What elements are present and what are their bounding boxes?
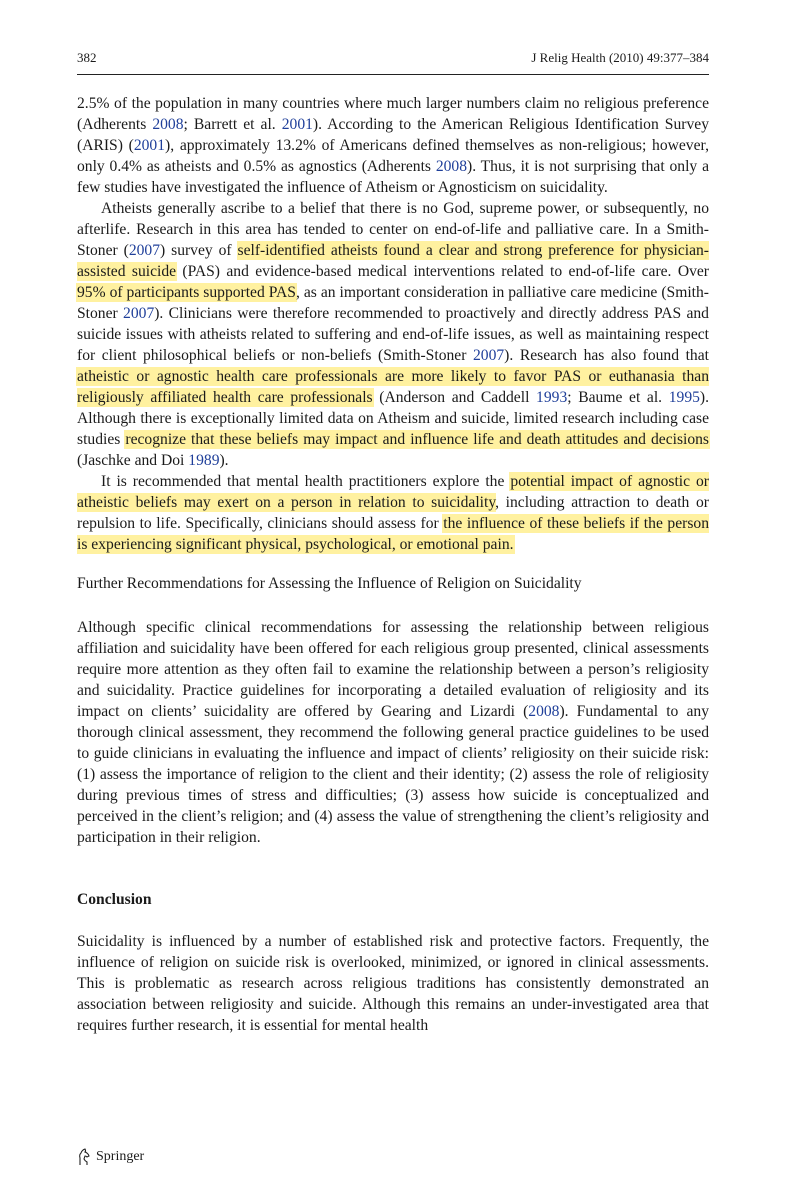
publisher-footer xyxy=(77,1146,144,1168)
text-run: Atheists generally ascribe to a belief that there is no God, supreme power, or subsequently, no afterlife. Research in this area has tended to center on end-of-life and palliative care. In a Smith-Stoner ( xyxy=(77,200,709,259)
header-rule xyxy=(77,74,709,75)
text-run: Suicidality is influenced by a number of established risk and protective factors. Frequently, the influence of religion on suicide risk is overlooked, minimized, or ignored in clinical assessments. This is problematic as research across religious traditions has consistently demonstrated an association between religiosity and suicide. Although this remains an under-investigated area that requires further research, it is essential for mental health xyxy=(77,933,709,1034)
paragraph-4 xyxy=(77,617,709,848)
running-header xyxy=(77,50,709,66)
text-run: ). Research has also found that xyxy=(504,347,709,364)
text-run: 2.5% of the population in many countries where much larger numbers claim no religious preference (Adherents xyxy=(77,95,709,133)
text-run: ), approximately 13.2% of Americans defined themselves as non-religious; however, only 0.4% as atheists and 0.5% as agnostics (Adherents xyxy=(77,137,709,175)
journal-citation: J Relig Health (2010) 49:377–384 xyxy=(531,50,709,65)
citation-link[interactable]: 2008 xyxy=(435,158,467,175)
paragraph-5 xyxy=(77,931,709,1036)
text-run: (PAS) and evidence-based medical interventions related to end-of-life care. Over xyxy=(176,263,710,280)
paragraph-1 xyxy=(77,93,709,198)
highlighted-text: atheistic or agnostic health care professionals are more likely to favor PAS or euthanasia than religiously affiliated health care professionals xyxy=(77,368,709,406)
citation-link[interactable]: 2007 xyxy=(472,347,505,364)
citation-link[interactable]: 1995 xyxy=(668,389,700,406)
text-run: ) survey of xyxy=(160,242,238,259)
section-heading: Further Recommendations for Assessing the Influence of Religion on Suicidality xyxy=(77,575,582,592)
highlighted-text: 95% of participants supported PAS xyxy=(77,284,296,301)
page-number: 382 xyxy=(77,50,97,65)
citation-link[interactable]: 1989 xyxy=(188,452,220,469)
springer-horse-icon xyxy=(77,1148,91,1166)
citation-link[interactable]: 2001 xyxy=(281,116,313,133)
text-run: ; Barrett et al. xyxy=(183,116,282,133)
citation-link[interactable]: 2007 xyxy=(128,242,161,259)
citation-link[interactable]: 2001 xyxy=(133,137,166,154)
text-run: ). Clinicians were therefore recommended to proactively and directly address PAS and suicide issues with atheists related to suffering and end-of-life issues, as well as maintaining respect for client philosophical beliefs or non-beliefs (Smith-Stoner xyxy=(77,305,709,364)
paragraph-3 xyxy=(77,471,709,555)
highlighted-text: recognize that these beliefs may impact and influence life and death attitudes and decisions xyxy=(125,431,710,448)
conclusion-heading: Conclusion xyxy=(77,891,152,908)
citation-link[interactable]: 1993 xyxy=(536,389,568,406)
highlighted-text: the influence of these beliefs if the person is experiencing significant physical, psychological, or emotional pain. xyxy=(77,515,709,553)
citation-link[interactable]: 2008 xyxy=(152,116,184,133)
citation-link[interactable]: 2008 xyxy=(528,703,560,720)
text-run: (Jaschke and Doi xyxy=(77,452,189,469)
text-run: ). Fundamental to any thorough clinical assessment, they recommend the following general practice guidelines to be used to guide clinicians in evaluating the influence and impact of clients’ religiosity on their suicide risk: (1) assess the importance of religion to the client and their identity; (2) assess the role of religiosity during previous times of stress and difficulties; (3) assess how suicide is conceptualized and perceived in the client’s religion; and (4) assess the value of strengthening the client’s religiosity and participation in their religion. xyxy=(77,703,709,846)
highlighted-text: self-identified atheists found a clear and strong preference for physician-assisted suicide xyxy=(77,242,709,280)
text-run: ). xyxy=(219,452,229,469)
body-text xyxy=(77,93,709,1036)
text-run: ). Thus, it is not surprising that only a few studies have investigated the influence of Atheism or Agnosticism on suicidality. xyxy=(77,158,709,196)
text-run: It is recommended that mental health practitioners explore the xyxy=(101,473,511,490)
text-run: , as an important consideration in palliative care medicine (Smith-Stoner xyxy=(77,284,709,322)
text-run: ). Although there is exceptionally limited data on Atheism and suicide, limited research including case studies xyxy=(77,389,709,448)
text-run: ; Baume et al. xyxy=(567,389,669,406)
publisher-name: Springer xyxy=(96,1149,145,1164)
citation-link[interactable]: 2007 xyxy=(123,305,155,322)
text-run: (Anderson and Caddell xyxy=(372,389,537,406)
text-run: , including attraction to death or repulsion to life. Specifically, clinicians should assess for xyxy=(77,494,709,532)
paragraph-2 xyxy=(77,198,709,471)
text-run: Although specific clinical recommendations for assessing the relationship between religious affiliation and suicidality have been offered for each religious group presented, clinical assessments require more attention as they often fail to examine the relationship between a person’s religiosity and suicidality. Practice guidelines for incorporating a detailed evaluation of religiosity and its impact on clients’ suicidality are offered by Gearing and Lizardi ( xyxy=(77,619,709,720)
text-run: ). According to the American Religious Identification Survey (ARIS) ( xyxy=(77,116,709,154)
highlighted-text: potential impact of agnostic or atheistic beliefs may exert on a person in relation to suicidality xyxy=(77,473,709,511)
